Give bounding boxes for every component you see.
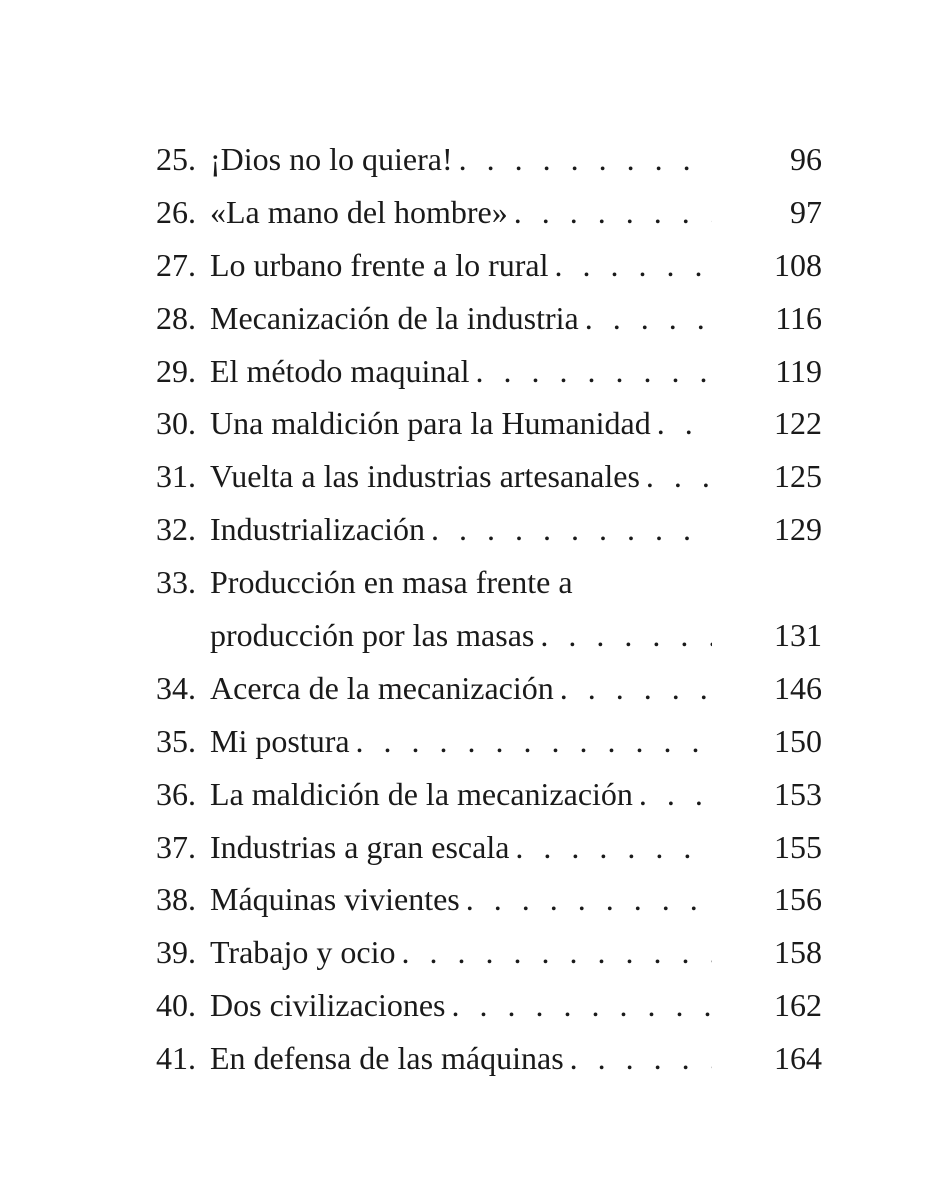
dot-leader [640, 450, 712, 503]
entry-number: 38. [156, 881, 196, 918]
entry-page: 125 [774, 458, 822, 495]
entry-title: Industrias a gran escala [210, 828, 510, 865]
toc-entry [156, 186, 822, 239]
toc-entry [156, 503, 822, 556]
toc-entry-continuation [156, 609, 822, 662]
entry-number: 26. [156, 193, 196, 230]
toc-entry [156, 926, 822, 979]
entry-title: La maldición de la mecanización [210, 775, 633, 812]
dot-leader [445, 979, 712, 1032]
entry-number: 27. [156, 246, 196, 283]
entry-title: Mecanización de la industria [210, 299, 579, 336]
entry-number: 41. [156, 1040, 196, 1077]
entry-page: 108 [774, 246, 822, 283]
entry-number: 34. [156, 669, 196, 706]
dot-leader [534, 609, 712, 662]
entry-number: 40. [156, 987, 196, 1024]
dot-leader [425, 503, 712, 556]
entry-number: 36. [156, 775, 196, 812]
entry-number: 32. [156, 511, 196, 548]
entry-number: 28. [156, 299, 196, 336]
toc-entry [156, 1032, 822, 1085]
toc-entry [156, 556, 822, 609]
dot-leader [395, 926, 712, 979]
dot-leader [453, 133, 712, 186]
dot-leader [633, 768, 712, 821]
toc-entry [156, 345, 822, 398]
toc-entry [156, 715, 822, 768]
dot-leader [554, 662, 712, 715]
toc-entry [156, 450, 822, 503]
toc-entry [156, 662, 822, 715]
dot-leader [564, 1032, 712, 1085]
dot-leader [460, 873, 712, 926]
entry-title: Producción en masa frente a [210, 564, 573, 601]
entry-page: 131 [774, 617, 822, 654]
entry-title: En defensa de las máquinas [210, 1040, 564, 1077]
toc-entry [156, 821, 822, 874]
toc-entry [156, 768, 822, 821]
entry-title-continuation: producción por las masas [210, 617, 535, 654]
dot-leader [579, 292, 712, 345]
entry-title: Una maldición para la Humanidad [210, 405, 651, 442]
entry-page: 162 [774, 987, 822, 1024]
dot-leader [470, 345, 713, 398]
entry-page: 153 [774, 775, 822, 812]
entry-title: Mi postura [210, 722, 350, 759]
dot-leader [651, 397, 712, 450]
entry-page: 119 [775, 352, 822, 389]
entry-number: 31. [156, 458, 196, 495]
entry-page: 122 [774, 405, 822, 442]
toc-entry [156, 979, 822, 1032]
toc-entry [156, 133, 822, 186]
dot-leader [508, 186, 712, 239]
entry-page: 150 [774, 722, 822, 759]
entry-title: Máquinas vivientes [210, 881, 460, 918]
entry-title: Dos civilizaciones [210, 987, 446, 1024]
entry-page: 158 [774, 934, 822, 971]
toc-entry [156, 873, 822, 926]
entry-page: 96 [790, 141, 822, 177]
entry-number: 39. [156, 934, 196, 971]
entry-title: «La mano del hombre» [210, 193, 508, 230]
entry-number: 35. [156, 722, 196, 759]
entry-number: 25. [156, 141, 196, 177]
entry-title: Acerca de la mecanización [210, 669, 554, 706]
dot-leader [350, 715, 712, 768]
toc-entry [156, 239, 822, 292]
entry-title: ¡Dios no lo quiera! [210, 141, 453, 177]
entry-number: 30. [156, 405, 196, 442]
entry-title: Lo urbano frente a lo rural [210, 246, 549, 283]
entry-title: Trabajo y ocio [210, 934, 396, 971]
dot-leader [549, 239, 712, 292]
entry-page: 97 [790, 193, 822, 230]
entry-page: 164 [774, 1040, 822, 1077]
entry-number: 33. [156, 564, 196, 601]
toc-entry [156, 397, 822, 450]
entry-page: 116 [775, 299, 822, 336]
entry-title: El método maquinal [210, 352, 470, 389]
entry-title: Industrialización [210, 511, 426, 548]
entry-page: 156 [774, 881, 822, 918]
dot-leader [509, 821, 712, 874]
entry-number: 37. [156, 828, 196, 865]
entry-title: Vuelta a las industrias artesanales [210, 458, 640, 495]
toc-entry [156, 292, 822, 345]
entry-page: 146 [774, 669, 822, 706]
entry-page: 155 [774, 828, 822, 865]
entry-page: 129 [774, 511, 822, 548]
table-of-contents [156, 133, 822, 1085]
entry-number: 29. [156, 352, 196, 389]
